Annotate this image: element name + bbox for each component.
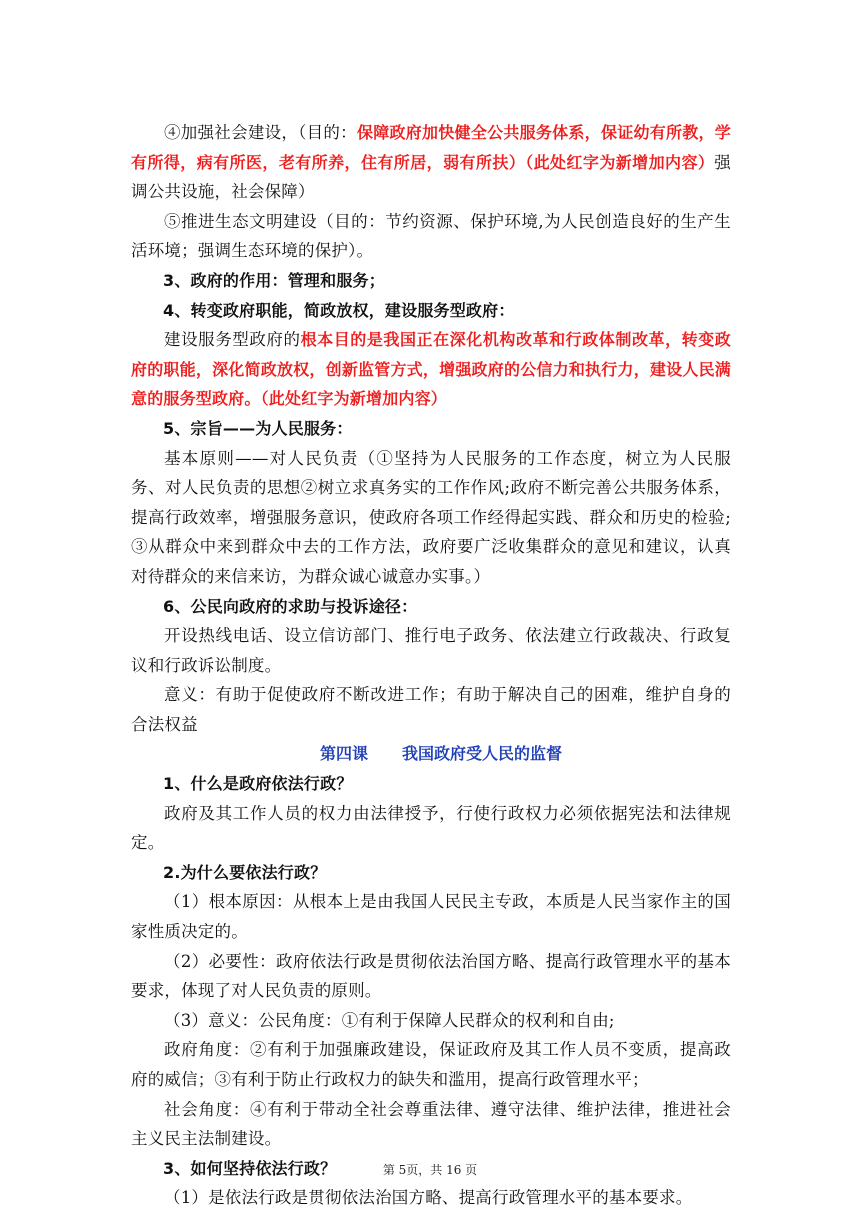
heading-transform-functions: 4、转变政府职能，简政放权，建设服务型政府： <box>163 300 515 320</box>
page-content <box>131 118 731 1213</box>
highlighted-new-content: 根本目的是我国正在深化机构改革和行政体制改革，转变政府的职能，深化简政放权，创新监管方式，增强政府的公信力和执行力，建设人民满意的服务型政府。（此处红字为新增加内容） <box>131 330 731 409</box>
page-footer: 第 5页，共 16 页 <box>382 1163 478 1177</box>
paragraph-social-construction <box>131 118 731 207</box>
paragraph-basic-principle: 基本原则——对人民负责（①坚持为人民服务的工作态度，树立为人民服务、对人民负责的思想②树立求真务实的工作作风;政府不断完善公共服务体系，提高行政效率，增强服务意识，使政府各项工作经得起实践、群众和历史的检验;③从群众中来到群众中去的工作方法，政府要广泛收集群众的意见和建议，认真对待群众的来信来访，为群众诚心诚意办实事。） <box>131 448 731 586</box>
heading-why-lawful-admin: 2.为什么要依法行政？ <box>163 862 327 882</box>
highlighted-new-content: 保障政府加快健全公共服务体系，保证幼有所教，学有所得，病有所医，老有所养，住有所居，弱有所扶）（此处红字为新增加内容） <box>131 123 731 172</box>
paragraph-root-cause: （1）根本原因：从根本上是由我国人民民主专政，本质是人民当家作主的国家性质决定的。 <box>131 892 731 942</box>
paragraph-channels: 开设热线电话、设立信访部门、推行电子政务、依法建立行政裁决、行政复议和行政诉讼制度。 <box>131 626 731 675</box>
paragraph-text: 建设服务型政府的 <box>164 330 301 350</box>
paragraph-meaning-citizen: （3）意义：公民角度：①有利于保障人民群众的权利和自由; <box>164 1010 615 1030</box>
heading-purpose: 5、宗旨——为人民服务： <box>163 418 353 438</box>
paragraph-necessity: （2）必要性：政府依法行政是贯彻依法治国方略、提高行政管理水平的基本要求，体现了对人民负责的原则。 <box>131 951 731 1001</box>
paragraph-text: ④加强社会建设，（目的： <box>164 123 357 142</box>
paragraph-meaning-society: 社会角度：④有利于带动全社会尊重法律、遵守法律、维护法律，推进社会主义民主法制建设。 <box>131 1099 731 1149</box>
lesson-name: 我国政府受人民的监督 <box>402 744 563 764</box>
heading-how-lawful-admin: 3、如何坚持依法行政？ <box>163 1158 337 1178</box>
heading-complaint-channels: 6、公民向政府的求助与投诉途径： <box>163 596 418 616</box>
paragraph-ecological: ⑤推进生态文明建设（目的：节约资源、保护环境,为人民创造良好的生产生活环境；强调生态环境的保护）。 <box>131 211 731 261</box>
heading-government-role: 3、政府的作用：管理和服务； <box>163 270 385 290</box>
paragraph-definition: 政府及其工作人员的权力由法律授予，行使行政权力必须依据宪法和法律规定。 <box>131 803 731 853</box>
paragraph-how-1: （1）是依法行政是贯彻依法治国方略、提高行政管理水平的基本要求。 <box>164 1188 693 1208</box>
paragraph-text: 强调公共设施，社会保障） <box>131 152 731 202</box>
heading-what-is-lawful-admin: 1、什么是政府依法行政？ <box>163 774 353 794</box>
paragraph-meaning-government: 政府角度：②有利于加强廉政建设，保证政府及其工作人员不变质，提高政府的威信；③有利于防止行政权力的缺失和滥用，提高行政管理水平； <box>131 1040 731 1089</box>
paragraph-significance: 意义：有助于促使政府不断改进工作；有助于解决自己的困难，维护自身的合法权益 <box>131 685 731 734</box>
paragraph-service-government <box>131 325 731 414</box>
lesson-number: 第四课 <box>319 744 368 764</box>
lesson-title <box>131 739 731 769</box>
